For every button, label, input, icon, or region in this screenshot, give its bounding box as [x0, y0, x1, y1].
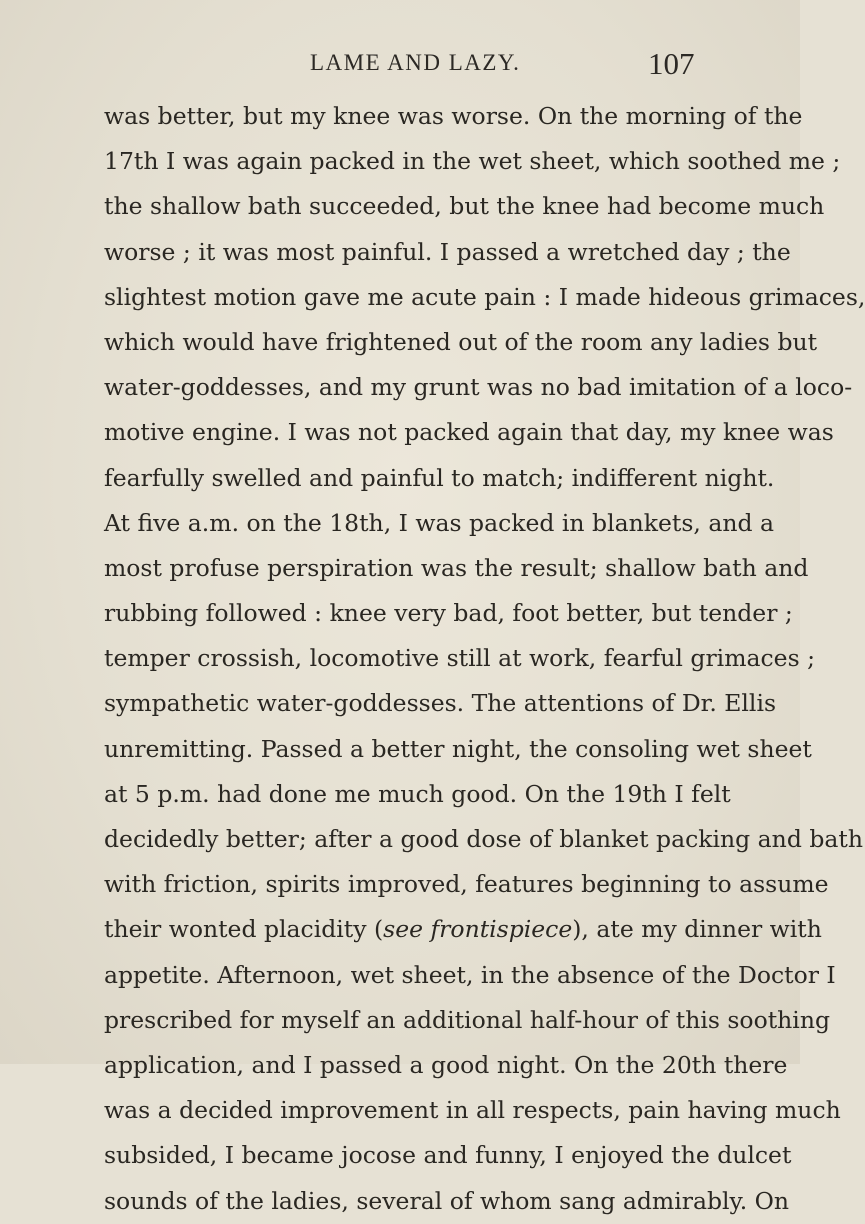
text-line: which would have frightened out of the room any ladies but — [104, 327, 818, 356]
text-line-with-italic — [104, 907, 822, 952]
text-line: motive engine. I was not packed again that day, my knee was — [104, 418, 834, 447]
page-header — [0, 46, 800, 90]
text-line: unremitting. Passed a better night, the consoling wet sheet — [104, 734, 812, 763]
text-line: slightest motion gave me acute pain : I made hideous grimaces, — [104, 282, 865, 311]
text-segment: ), ate my dinner with — [572, 915, 822, 944]
italic-reference: see frontispiece — [383, 915, 573, 944]
text-line: water-goddesses, and my grunt was no bad imitation of a loco- — [104, 373, 853, 402]
text-line: rubbing followed : knee very bad, foot better, but tender ; — [104, 599, 793, 628]
text-line: appetite. Afternoon, wet sheet, in the absence of the Doctor I — [104, 960, 836, 989]
text-line: temper crossish, locomotive still at work, fearful grimaces ; — [104, 644, 816, 673]
text-line: most profuse perspiration was the result; shallow bath and — [104, 553, 809, 582]
running-head: LAME AND LAZY. — [310, 50, 521, 75]
text-line: was a decided improvement in all respects, pain having much — [104, 1096, 841, 1125]
page-number: 107 — [648, 46, 695, 81]
text-line: At five a.m. on the 18th, I was packed in blankets, and a — [104, 508, 775, 537]
text-line: decidedly better; after a good dose of blanket packing and bath — [104, 825, 863, 853]
text-line: sounds of the ladies, several of whom sang admirably. On — [104, 1186, 790, 1215]
text-segment: their wonted placidity ( — [104, 915, 384, 944]
text-line: was better, but my knee was worse. On the morning of the — [104, 102, 803, 130]
text-line: prescribed for myself an additional half-hour of this soothing — [104, 1005, 830, 1034]
text-line: sympathetic water-goddesses. The attentions of Dr. Ellis — [104, 689, 777, 718]
body-text — [104, 94, 865, 1224]
text-line: at 5 p.m. had done me much good. On the 19th I felt — [104, 779, 731, 808]
text-line: fearfully swelled and painful to match; indifferent night. — [104, 463, 775, 492]
text-line: application, and I passed a good night. On the 20th there — [104, 1050, 788, 1079]
text-line: with friction, spirits improved, features beginning to assume — [104, 870, 829, 899]
text-line: the shallow bath succeeded, but the knee had become much — [104, 192, 825, 221]
text-line: subsided, I became jocose and funny, I enjoyed the dulcet — [104, 1141, 792, 1170]
text-line: worse ; it was most painful. I passed a wretched day ; the — [104, 237, 791, 266]
text-line: 17th I was again packed in the wet sheet, which soothed me ; — [104, 147, 841, 176]
